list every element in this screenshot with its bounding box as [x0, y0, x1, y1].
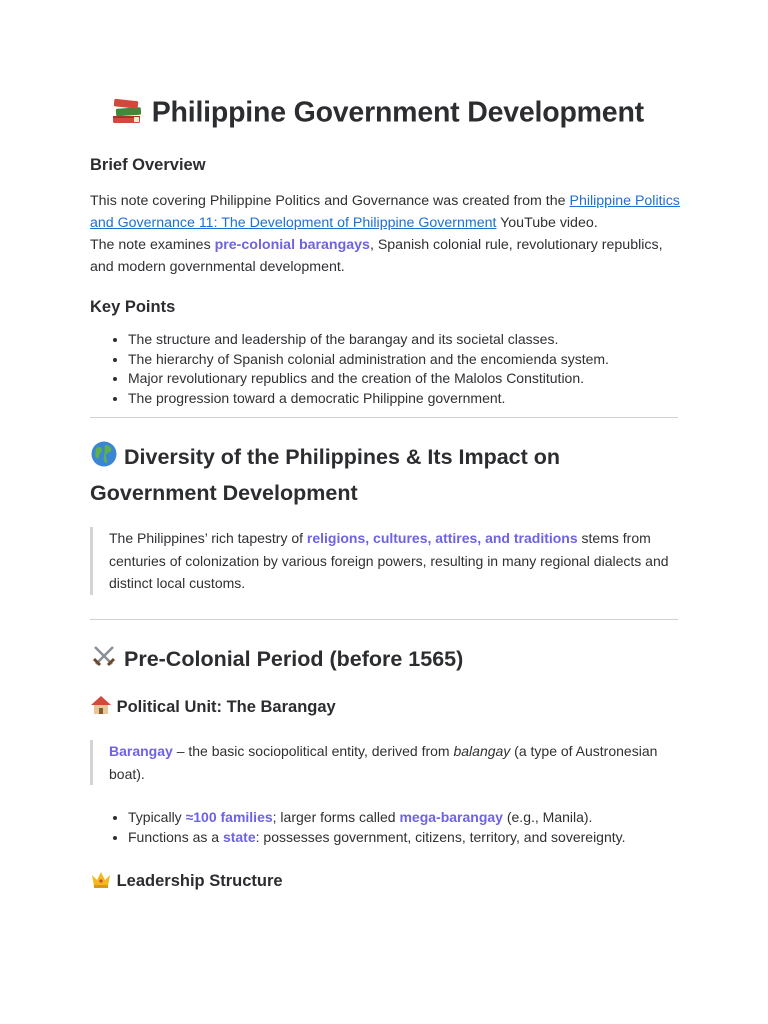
precolonial-heading: [90, 642, 680, 679]
callout-text: The Philippines’ rich tapestry of: [109, 530, 307, 546]
overview-text: , Spanish colonial rule, revolutionary republics, and modern governmental development.: [90, 237, 663, 275]
highlight-state: state: [222, 828, 256, 845]
crossed-swords-icon: [90, 642, 118, 679]
callout-text: – the basic sociopolitical entity, derived from: [172, 743, 454, 759]
precolonial-heading-text: Pre-Colonial Period (before 1565): [123, 647, 464, 672]
diversity-callout: [90, 527, 683, 595]
divider: [90, 619, 678, 620]
list-text: : possesses government, citizens, territory, and sovereignty.: [255, 828, 626, 845]
callout-text: (a type of Austronesian boat).: [109, 743, 658, 782]
overview-text: This note covering Philippine Politics and Governance was created from the: [90, 193, 570, 209]
barangay-list: [90, 808, 680, 847]
youtube-video-link[interactable]: Philippine Politics and Governance 11: The Development of Philippine Government: [90, 193, 680, 231]
barangay-heading-text: Political Unit: The Barangay: [116, 697, 336, 716]
overview-text: YouTube video.: [496, 215, 598, 231]
list-item: • The structure and leadership of the barangay and its societal classes.: [128, 330, 680, 350]
brief-overview-heading: Brief Overview: [90, 156, 206, 174]
highlight-100-families: ≈100 families: [185, 809, 273, 825]
callout-text: [109, 527, 683, 595]
books-icon: [110, 94, 144, 134]
highlight-barangay: Barangay: [109, 743, 173, 759]
barangay-callout: [90, 740, 683, 785]
list-item: • Major revolutionary republics and the creation of the Malolos Constitution.: [128, 369, 680, 389]
list-text: Functions as a: [128, 828, 223, 845]
diversity-heading-line1: Diversity of the Philippines & Its Impact on: [123, 445, 561, 470]
crown-icon: [90, 868, 112, 895]
list-item: [128, 808, 680, 828]
page-title: [110, 94, 644, 134]
leadership-heading: [90, 868, 680, 895]
key-points-list: [90, 330, 680, 408]
highlight-pre-colonial-barangays: pre-colonial barangays: [214, 237, 370, 253]
list-text: (e.g., Manila).: [502, 809, 593, 825]
barangay-heading: [90, 694, 680, 721]
house-icon: [90, 694, 112, 721]
highlight-religions-cultures: religions, cultures, attires, and traditions: [306, 530, 578, 546]
overview-text: The note examines: [90, 237, 215, 253]
diversity-heading: [90, 440, 680, 509]
term-balangay: balangay: [453, 743, 511, 759]
list-item: • The progression toward a democratic Philippine government.: [128, 389, 680, 409]
highlight-mega-barangay: mega-barangay: [399, 809, 503, 825]
leadership-heading-text: Leadership Structure: [116, 871, 283, 890]
callout-text: [109, 740, 683, 785]
list-item: [128, 828, 680, 848]
globe-icon: [90, 440, 118, 477]
list-text: ; larger forms called: [272, 809, 400, 825]
key-points-heading: Key Points: [90, 298, 176, 316]
page-title-text: Philippine Government Development: [151, 96, 644, 129]
list-text: Typically: [128, 809, 186, 825]
callout-text: stems from centuries of colonization by various foreign powers, resulting in many regional dialects and distinct local customs.: [109, 530, 669, 591]
list-item: • The hierarchy of Spanish colonial administration and the encomienda system.: [128, 350, 680, 370]
diversity-heading-line2: Government Development: [90, 481, 358, 505]
brief-overview-paragraph: [90, 190, 680, 278]
divider: [90, 417, 678, 418]
